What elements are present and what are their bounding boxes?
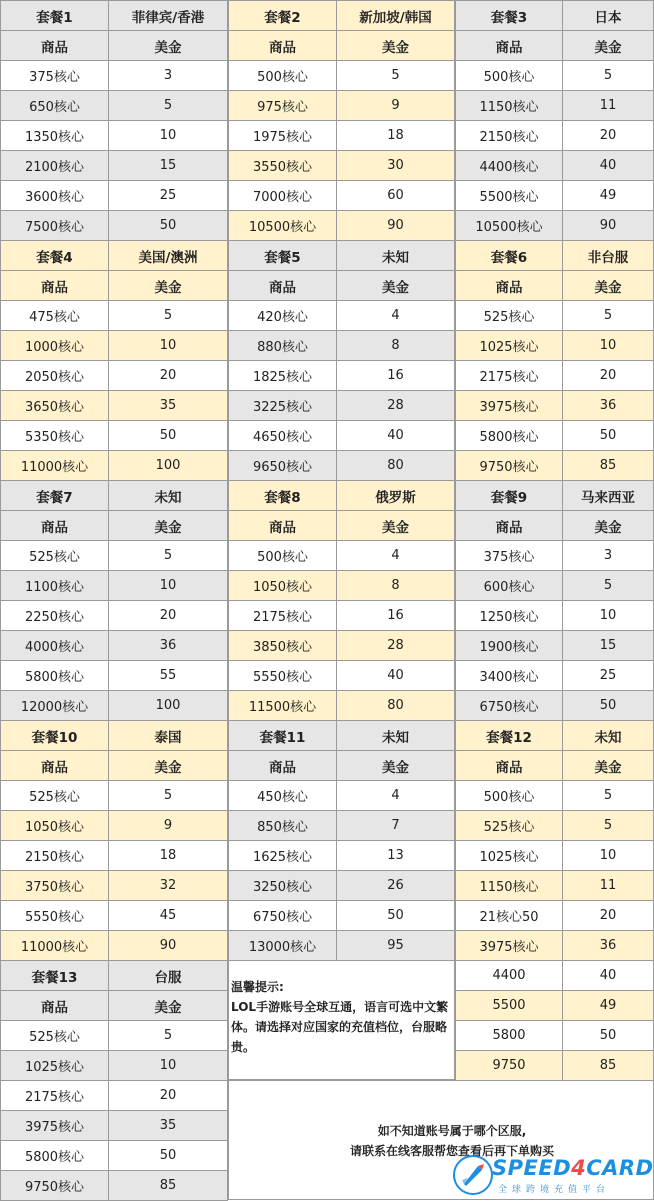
tip-body: LOL手游账号全球互通，语言可选中文繁体。请选择对应国家的充值档位，台服略贵。	[231, 1000, 449, 1054]
table-row-item: 4400	[455, 960, 563, 991]
column-header-price: 美金	[562, 510, 654, 541]
table-row-item: 9750核心	[455, 450, 563, 481]
table-row-item: 1150核心	[455, 870, 563, 901]
table-row-item: 975核心	[228, 90, 337, 121]
column-header-item: 商品	[0, 510, 109, 541]
table-row-item: 11000核心	[0, 930, 109, 961]
table-row-item: 3225核心	[228, 390, 337, 421]
table-row-price: 8	[336, 570, 455, 601]
table-row-item: 4650核心	[228, 420, 337, 451]
table-row-price: 5	[108, 1020, 228, 1051]
package-name: 套餐6	[455, 240, 563, 271]
table-row-item: 500核心	[455, 60, 563, 91]
table-row-price: 18	[336, 120, 455, 151]
table-row-item: 1350核心	[0, 120, 109, 151]
table-row-price: 90	[108, 930, 228, 961]
table-row-price: 11	[562, 90, 654, 121]
package-region: 未知	[108, 480, 228, 511]
column-header-item: 商品	[228, 270, 337, 301]
table-row-item: 11500核心	[228, 690, 337, 721]
package-name: 套餐10	[0, 720, 109, 751]
logo-word-4: 4	[571, 1156, 587, 1180]
table-row-item: 7000核心	[228, 180, 337, 211]
table-row-price: 50	[562, 1020, 654, 1051]
table-row-price: 5	[108, 300, 228, 331]
table-row-price: 10	[108, 330, 228, 361]
table-row-price: 36	[108, 630, 228, 661]
table-row-price: 40	[562, 150, 654, 181]
column-header-item: 商品	[228, 510, 337, 541]
table-row-price: 4	[336, 780, 455, 811]
table-row-item: 1250核心	[455, 600, 563, 631]
package-region: 未知	[336, 240, 455, 271]
table-row-item: 5550核心	[228, 660, 337, 691]
table-row-price: 3	[562, 540, 654, 571]
table-row-price: 8	[336, 330, 455, 361]
table-row-price: 80	[336, 690, 455, 721]
table-row-item: 9750核心	[0, 1170, 109, 1201]
table-row-item: 11000核心	[0, 450, 109, 481]
column-header-price: 美金	[108, 270, 228, 301]
table-row-price: 50	[562, 420, 654, 451]
column-header-item: 商品	[0, 990, 109, 1021]
table-row-item: 1025核心	[455, 330, 563, 361]
table-row-price: 10	[562, 330, 654, 361]
package-name: 套餐12	[455, 720, 563, 751]
table-row-price: 55	[108, 660, 228, 691]
table-row-item: 2050核心	[0, 360, 109, 391]
table-row-price: 9	[108, 810, 228, 841]
rocket-icon	[452, 1154, 494, 1196]
table-row-price: 32	[108, 870, 228, 901]
column-header-item: 商品	[455, 750, 563, 781]
column-header-item: 商品	[228, 30, 337, 61]
table-row-price: 4	[336, 540, 455, 571]
table-row-item: 2100核心	[0, 150, 109, 181]
package-region: 美国/澳洲	[108, 240, 228, 271]
table-row-item: 1050核心	[228, 570, 337, 601]
package-region: 新加坡/韩国	[336, 0, 455, 31]
column-header-price: 美金	[336, 270, 455, 301]
package-region: 未知	[336, 720, 455, 751]
table-row-price: 28	[336, 630, 455, 661]
table-row-item: 12000核心	[0, 690, 109, 721]
table-row-item: 6750核心	[228, 900, 337, 931]
table-row-price: 35	[108, 390, 228, 421]
table-row-item: 3650核心	[0, 390, 109, 421]
column-header-price: 美金	[108, 510, 228, 541]
table-row-price: 10	[108, 120, 228, 151]
table-row-price: 85	[562, 1050, 654, 1081]
speed4card-logo	[448, 1150, 654, 1198]
table-row-price: 35	[108, 1110, 228, 1141]
table-row-item: 3850核心	[228, 630, 337, 661]
table-row-price: 5	[336, 60, 455, 91]
table-row-item: 3600核心	[0, 180, 109, 211]
table-row-price: 10	[108, 1050, 228, 1081]
table-row-item: 2150核心	[455, 120, 563, 151]
logo-wordmark	[492, 1156, 654, 1180]
table-row-price: 60	[336, 180, 455, 211]
package-name: 套餐2	[228, 0, 337, 31]
table-row-price: 5	[108, 90, 228, 121]
package-name: 套餐5	[228, 240, 337, 271]
table-row-item: 1975核心	[228, 120, 337, 151]
table-row-price: 49	[562, 990, 654, 1021]
table-row-price: 15	[108, 150, 228, 181]
table-row-price: 50	[108, 1140, 228, 1171]
table-row-item: 1025核心	[455, 840, 563, 871]
table-row-price: 3	[108, 60, 228, 91]
table-row-price: 18	[108, 840, 228, 871]
table-row-item: 10500核心	[228, 210, 337, 241]
table-row-price: 100	[108, 450, 228, 481]
column-header-item: 商品	[228, 750, 337, 781]
table-row-price: 20	[108, 1080, 228, 1111]
table-row-item: 4000核心	[0, 630, 109, 661]
column-header-price: 美金	[562, 750, 654, 781]
package-region: 马来西亚	[562, 480, 654, 511]
table-row-price: 40	[336, 420, 455, 451]
table-row-item: 9650核心	[228, 450, 337, 481]
table-row-price: 90	[562, 210, 654, 241]
table-row-item: 1900核心	[455, 630, 563, 661]
table-row-price: 45	[108, 900, 228, 931]
table-row-price: 20	[562, 360, 654, 391]
table-row-item: 2250核心	[0, 600, 109, 631]
table-row-price: 15	[562, 630, 654, 661]
table-row-item: 1825核心	[228, 360, 337, 391]
table-row-item: 5500	[455, 990, 563, 1021]
column-header-price: 美金	[336, 750, 455, 781]
package-name: 套餐11	[228, 720, 337, 751]
table-row-price: 9	[336, 90, 455, 121]
table-row-price: 49	[562, 180, 654, 211]
table-row-price: 50	[108, 210, 228, 241]
table-row-price: 26	[336, 870, 455, 901]
package-region: 日本	[562, 0, 654, 31]
table-row-item: 475核心	[0, 300, 109, 331]
column-header-price: 美金	[336, 510, 455, 541]
package-name: 套餐8	[228, 480, 337, 511]
notice-line-1: 如不知道账号属于哪个区服,	[377, 1124, 527, 1138]
table-row-item: 5550核心	[0, 900, 109, 931]
table-row-price: 40	[562, 960, 654, 991]
table-row-price: 85	[108, 1170, 228, 1201]
table-row-price: 80	[336, 450, 455, 481]
package-name: 套餐13	[0, 960, 109, 991]
table-row-price: 25	[562, 660, 654, 691]
table-row-price: 90	[336, 210, 455, 241]
table-row-item: 5800核心	[0, 660, 109, 691]
table-row-price: 20	[562, 120, 654, 151]
table-row-item: 3975核心	[0, 1110, 109, 1141]
table-row-price: 5	[562, 300, 654, 331]
table-row-item: 525核心	[0, 1020, 109, 1051]
table-row-price: 5	[562, 570, 654, 601]
package-name: 套餐9	[455, 480, 563, 511]
table-row-item: 9750	[455, 1050, 563, 1081]
table-row-price: 5	[562, 780, 654, 811]
table-row-price: 36	[562, 930, 654, 961]
table-row-price: 20	[562, 900, 654, 931]
table-row-item: 5800	[455, 1020, 563, 1051]
table-row-item: 1050核心	[0, 810, 109, 841]
column-header-price: 美金	[562, 30, 654, 61]
table-row-price: 100	[108, 690, 228, 721]
table-row-price: 16	[336, 360, 455, 391]
table-row-item: 2150核心	[0, 840, 109, 871]
column-header-item: 商品	[0, 30, 109, 61]
table-row-item: 3975核心	[455, 390, 563, 421]
table-row-price: 10	[562, 840, 654, 871]
table-row-item: 13000核心	[228, 930, 337, 961]
table-row-price: 5	[562, 810, 654, 841]
table-row-item: 5800核心	[0, 1140, 109, 1171]
column-header-price: 美金	[108, 30, 228, 61]
logo-tagline: 全球跨境充值平台	[498, 1185, 611, 1195]
table-row-item: 375核心	[455, 540, 563, 571]
table-row-item: 3400核心	[455, 660, 563, 691]
column-header-item: 商品	[455, 510, 563, 541]
tip-title: 温馨提示:	[231, 980, 284, 994]
column-header-price: 美金	[108, 750, 228, 781]
table-row-item: 5800核心	[455, 420, 563, 451]
table-row-item: 525核心	[455, 300, 563, 331]
package-region: 台服	[108, 960, 228, 991]
logo-word-card: CARD	[586, 1156, 654, 1180]
table-row-item: 3250核心	[228, 870, 337, 901]
table-row-price: 5	[562, 60, 654, 91]
notice-line-2: 请联系在线客服帮您查看后再下单购买	[349, 1144, 554, 1158]
table-row-price: 16	[336, 600, 455, 631]
table-row-item: 525核心	[0, 780, 109, 811]
table-row-item: 1150核心	[455, 90, 563, 121]
package-name: 套餐4	[0, 240, 109, 271]
table-row-price: 20	[108, 360, 228, 391]
table-row-price: 5	[108, 780, 228, 811]
table-row-price: 5	[108, 540, 228, 571]
table-row-item: 5500核心	[455, 180, 563, 211]
table-row-item: 1100核心	[0, 570, 109, 601]
table-row-item: 2175核心	[455, 360, 563, 391]
table-row-item: 1625核心	[228, 840, 337, 871]
column-header-price: 美金	[336, 30, 455, 61]
table-row-item: 525核心	[0, 540, 109, 571]
table-row-item: 7500核心	[0, 210, 109, 241]
table-row-price: 50	[562, 690, 654, 721]
table-row-item: 600核心	[455, 570, 563, 601]
table-row-price: 30	[336, 150, 455, 181]
column-header-item: 商品	[0, 270, 109, 301]
table-row-item: 6750核心	[455, 690, 563, 721]
table-row-price: 40	[336, 660, 455, 691]
table-row-item: 1025核心	[0, 1050, 109, 1081]
table-row-price: 50	[108, 420, 228, 451]
table-row-item: 650核心	[0, 90, 109, 121]
table-row-item: 1000核心	[0, 330, 109, 361]
table-row-price: 50	[336, 900, 455, 931]
package-region: 未知	[562, 720, 654, 751]
package-region: 俄罗斯	[336, 480, 455, 511]
logo-word-speed: SPEED	[492, 1156, 572, 1180]
table-row-item: 420核心	[228, 300, 337, 331]
column-header-price: 美金	[562, 270, 654, 301]
table-row-item: 525核心	[455, 810, 563, 841]
table-row-item: 5350核心	[0, 420, 109, 451]
table-row-item: 4400核心	[455, 150, 563, 181]
table-row-price: 36	[562, 390, 654, 421]
column-header-item: 商品	[455, 30, 563, 61]
column-header-item: 商品	[455, 270, 563, 301]
table-row-item: 450核心	[228, 780, 337, 811]
table-row-item: 3550核心	[228, 150, 337, 181]
package-name: 套餐3	[455, 0, 563, 31]
table-row-item: 500核心	[455, 780, 563, 811]
tip-box	[228, 960, 455, 1080]
table-row-price: 7	[336, 810, 455, 841]
table-row-price: 11	[562, 870, 654, 901]
table-row-item: 850核心	[228, 810, 337, 841]
table-row-price: 10	[108, 570, 228, 601]
table-row-item: 3750核心	[0, 870, 109, 901]
table-row-item: 375核心	[0, 60, 109, 91]
table-row-item: 3975核心	[455, 930, 563, 961]
table-row-price: 10	[562, 600, 654, 631]
package-name: 套餐1	[0, 0, 109, 31]
table-row-price: 85	[562, 450, 654, 481]
table-row-item: 2175核心	[228, 600, 337, 631]
package-region: 非台服	[562, 240, 654, 271]
table-row-price: 13	[336, 840, 455, 871]
table-row-item: 10500核心	[455, 210, 563, 241]
package-region: 泰国	[108, 720, 228, 751]
column-header-item: 商品	[0, 750, 109, 781]
table-row-price: 95	[336, 930, 455, 961]
table-row-price: 28	[336, 390, 455, 421]
table-row-price: 4	[336, 300, 455, 331]
table-row-item: 500核心	[228, 540, 337, 571]
column-header-price: 美金	[108, 990, 228, 1021]
package-name: 套餐7	[0, 480, 109, 511]
table-row-price: 20	[108, 600, 228, 631]
table-row-item: 500核心	[228, 60, 337, 91]
table-row-item: 2175核心	[0, 1080, 109, 1111]
table-row-item: 21核心50	[455, 900, 563, 931]
package-region: 菲律宾/香港	[108, 0, 228, 31]
table-row-price: 25	[108, 180, 228, 211]
table-row-item: 880核心	[228, 330, 337, 361]
